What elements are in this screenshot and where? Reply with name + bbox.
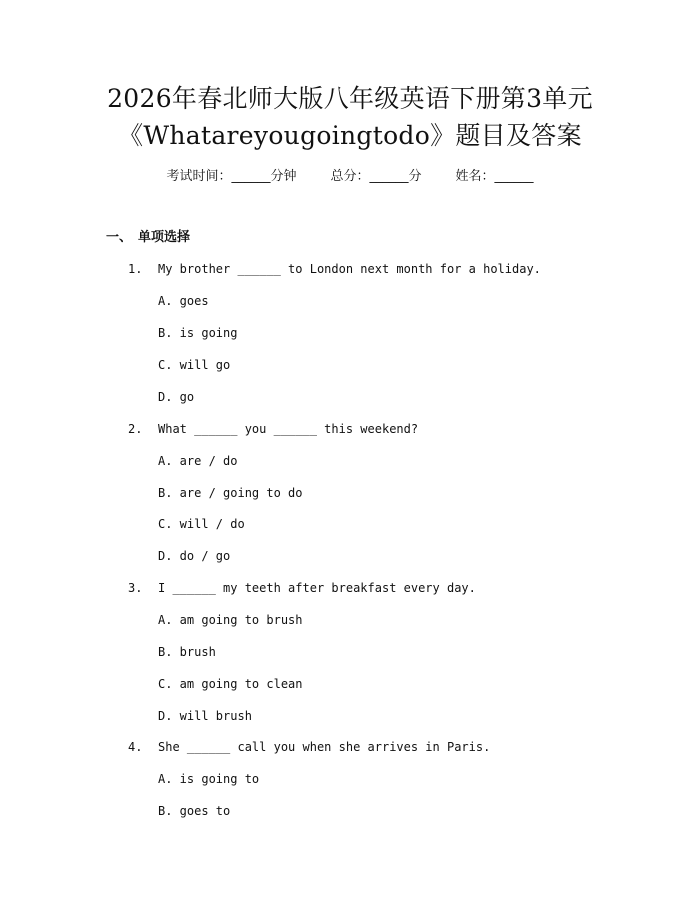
question-text: My brother ______ to London next month for a holiday.	[158, 262, 541, 276]
question-number: 2.	[128, 422, 143, 436]
exam-info	[0, 168, 700, 186]
exam-name-field: 姓名：______	[455, 169, 534, 184]
question-text: What ______ you ______ this weekend?	[158, 422, 419, 436]
question-option: C. will go	[158, 358, 231, 372]
section-number: 一、	[106, 230, 133, 245]
question-option: A. are / do	[158, 454, 238, 468]
question-number: 3.	[128, 581, 143, 595]
question-text: I ______ my teeth after breakfast every day.	[158, 581, 476, 595]
question-option: B. is going	[158, 326, 238, 340]
section-heading	[106, 229, 190, 247]
question-option: D. do / go	[158, 549, 231, 563]
question-option: A. goes	[158, 294, 209, 308]
exam-score-field: 总分：______分	[330, 169, 422, 184]
question-option: C. am going to clean	[158, 677, 303, 691]
question-option: B. are / going to do	[158, 486, 303, 500]
exam-time-field: 考试时间：______分钟	[166, 169, 297, 184]
question-option: B. brush	[158, 645, 216, 659]
question-option: C. will / do	[158, 517, 245, 531]
question-option: D. will brush	[158, 709, 252, 723]
question-option: A. is going to	[158, 772, 260, 786]
question-option: A. am going to brush	[158, 613, 303, 627]
question-number: 1.	[128, 262, 143, 276]
document-title-line-2: 《Whatareyougoingtodo》题目及答案	[118, 121, 582, 150]
question-number: 4.	[128, 740, 143, 754]
question-text: She ______ call you when she arrives in Paris.	[158, 740, 491, 754]
question-option: D. go	[158, 390, 195, 404]
question-option: B. goes to	[158, 804, 231, 818]
section-title: 单项选择	[138, 230, 191, 245]
document-title-line-1: 2026年春北师大版八年级英语下册第3单元	[107, 84, 593, 113]
